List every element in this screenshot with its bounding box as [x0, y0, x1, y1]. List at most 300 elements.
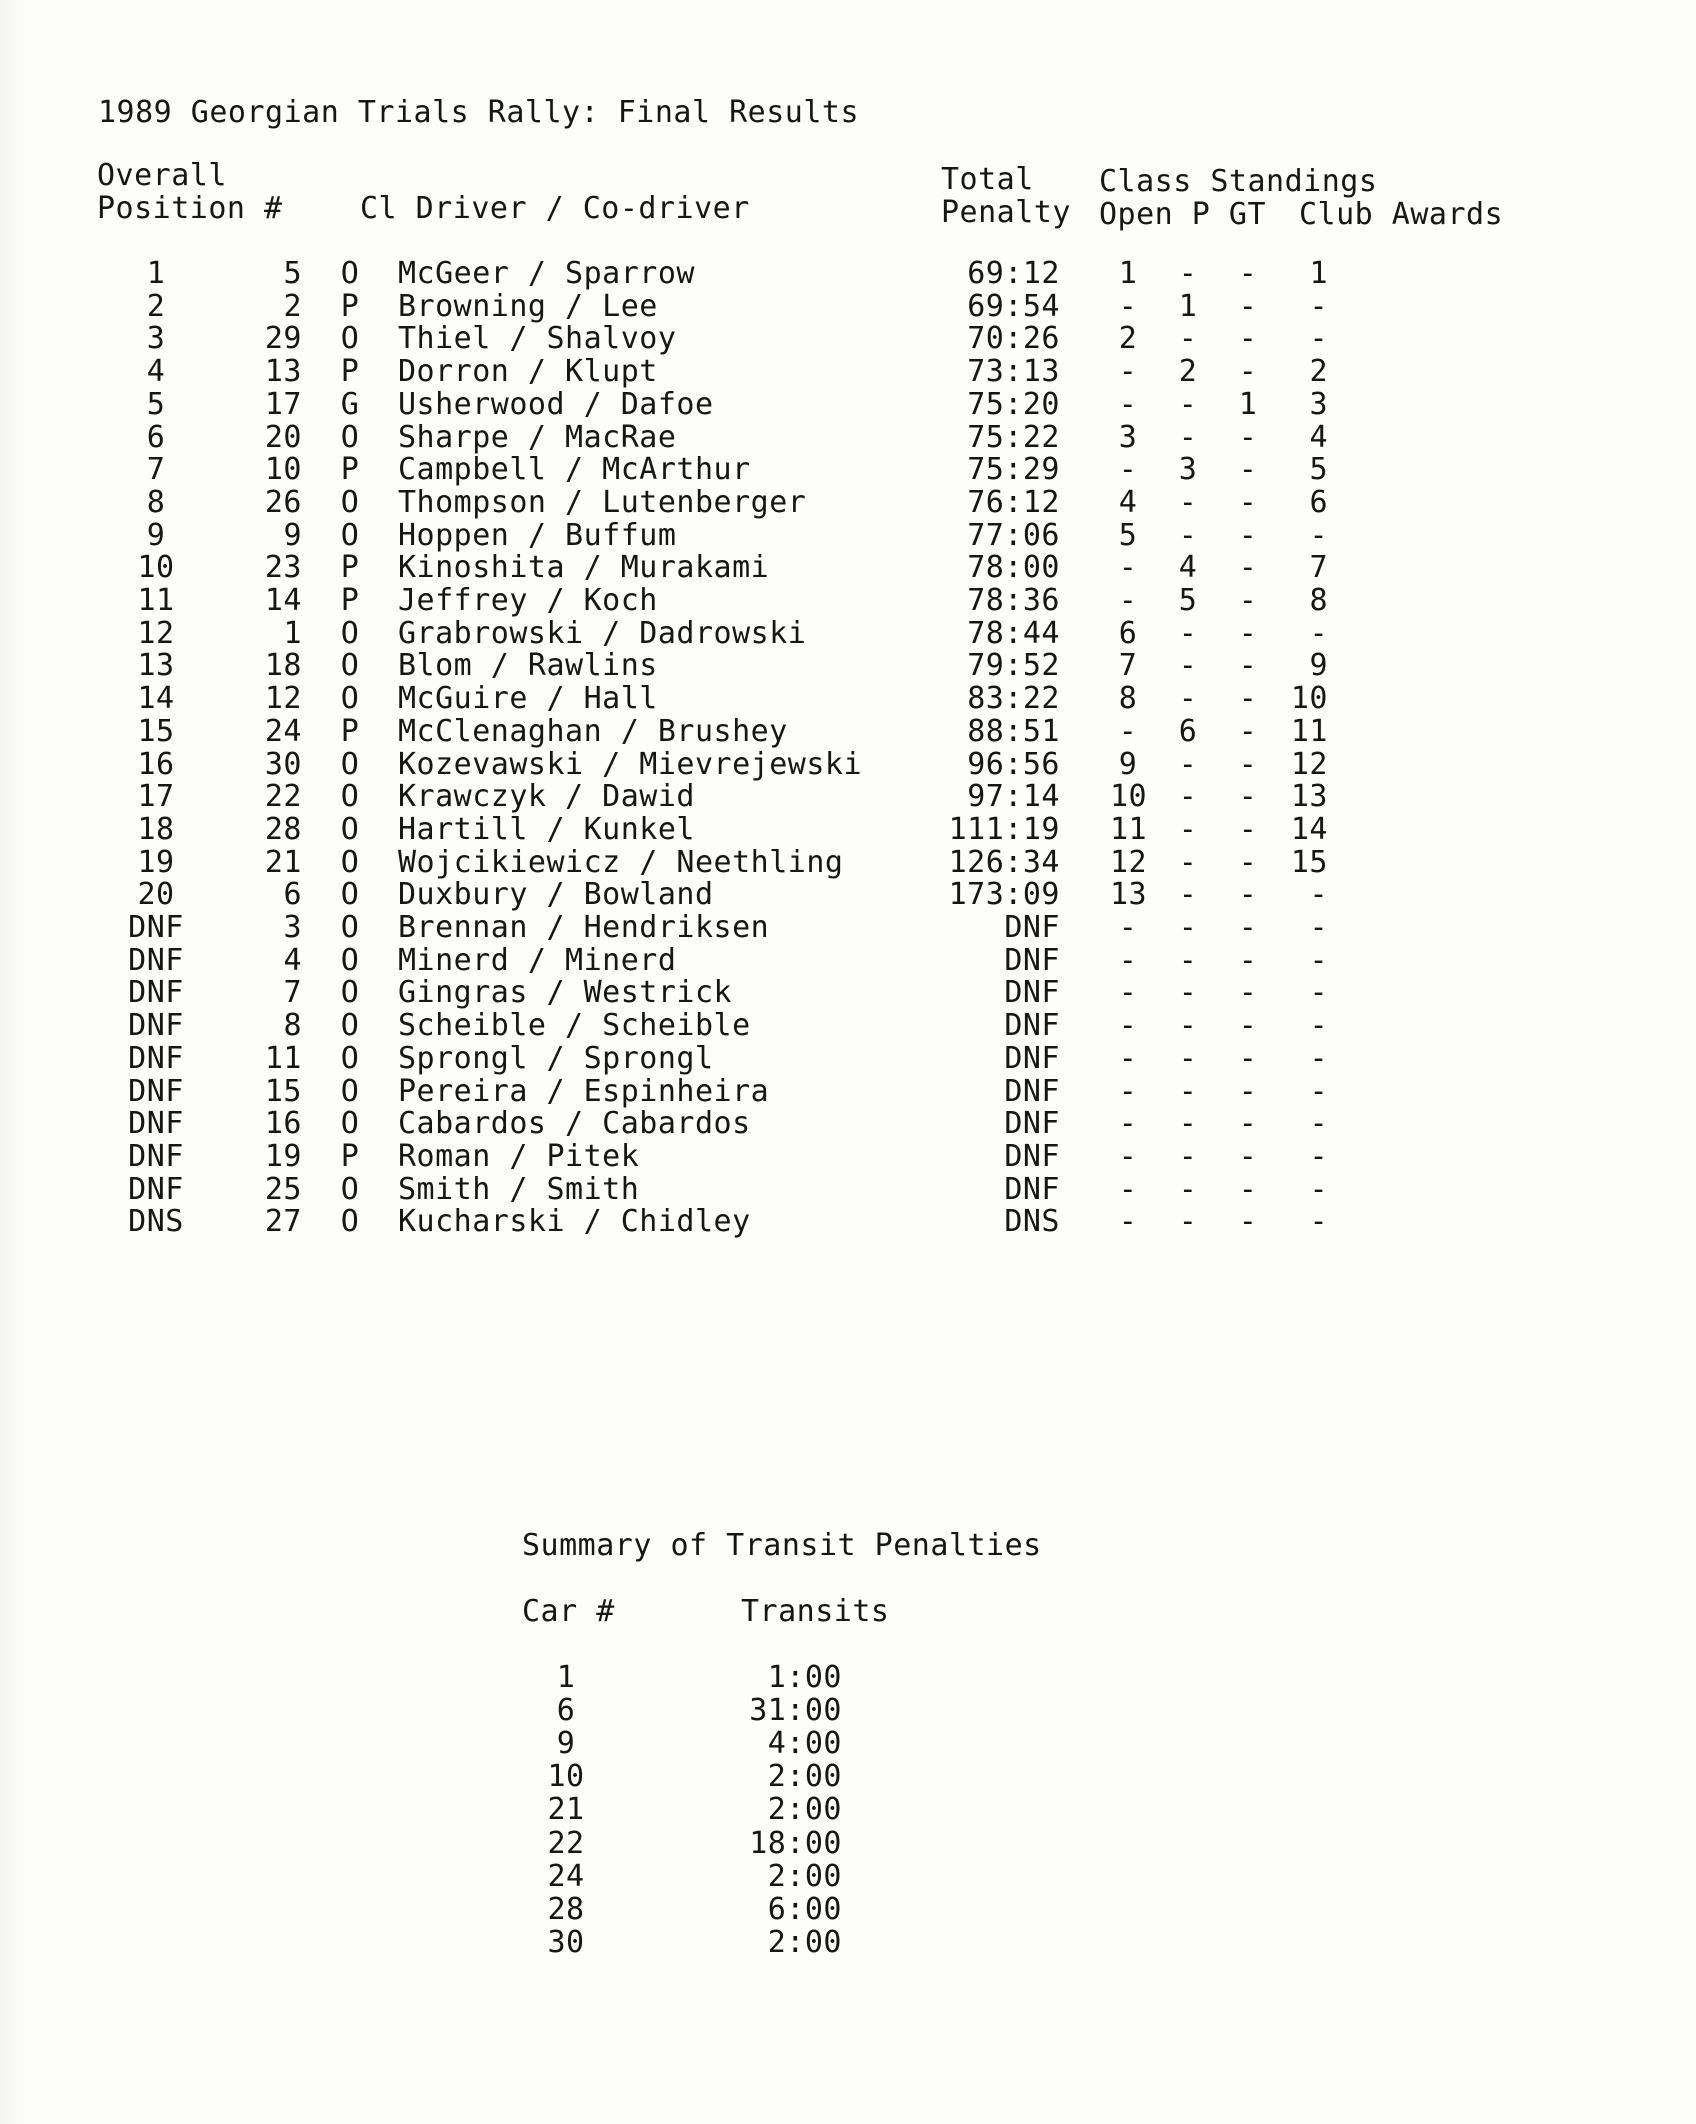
gt-standing-cell: - [1238, 1106, 1258, 1141]
summary-car-cell: 28 [547, 1892, 585, 1927]
position-cell: 8 [146, 485, 166, 520]
open-standing-cell: - [1118, 910, 1138, 945]
car-number-cell: 28 [264, 812, 302, 847]
penalty-cell: DNF [1004, 1041, 1060, 1076]
class-cell: O [340, 1074, 360, 1109]
gt-standing-cell: - [1238, 648, 1258, 683]
open-standing-cell: - [1118, 975, 1138, 1010]
car-number-cell: 6 [283, 877, 302, 912]
table-row [0, 552, 1696, 585]
summary-car-cell: 22 [547, 1826, 585, 1861]
table-row [0, 781, 1696, 814]
penalty-cell: 78:00 [967, 550, 1060, 585]
summary-car-cell: 10 [547, 1759, 585, 1794]
driver-cell: Scheible / Scheible [398, 1008, 751, 1043]
gt-standing-cell: - [1238, 1139, 1258, 1174]
car-number-cell: 17 [264, 387, 302, 422]
table-row [0, 1141, 1696, 1174]
penalty-cell: 111:19 [948, 812, 1060, 847]
open-standing-cell: - [1118, 583, 1138, 618]
driver-cell: Gingras / Westrick [398, 975, 733, 1010]
position-cell: 15 [137, 714, 175, 749]
position-cell: 3 [146, 321, 166, 356]
open-standing-cell: 12 [1110, 845, 1148, 880]
position-cell: 16 [137, 747, 175, 782]
driver-cell: Sharpe / MacRae [398, 420, 677, 455]
open-standing-cell: - [1118, 1074, 1138, 1109]
club-award-cell: - [1309, 910, 1328, 945]
gt-standing-cell: - [1238, 1204, 1258, 1239]
p-standing-cell: - [1178, 1106, 1198, 1141]
summary-header-car: Car # [522, 1594, 615, 1629]
summary-car-cell: 24 [547, 1859, 585, 1894]
class-cell: O [340, 321, 360, 356]
club-award-cell: 9 [1309, 648, 1328, 683]
open-standing-cell: - [1118, 943, 1138, 978]
table-row [0, 487, 1696, 520]
class-cell: O [340, 648, 360, 683]
penalty-cell: DNF [1004, 943, 1060, 978]
car-number-cell: 5 [283, 256, 302, 291]
open-standing-cell: - [1118, 1106, 1138, 1141]
club-award-cell: 1 [1309, 256, 1328, 291]
club-award-cell: - [1309, 616, 1328, 651]
position-cell: 7 [146, 452, 166, 487]
position-cell: DNF [128, 1139, 184, 1174]
header-total: Total [941, 162, 1034, 197]
driver-cell: Campbell / McArthur [398, 452, 751, 487]
driver-cell: Brennan / Hendriksen [398, 910, 770, 945]
penalty-cell: 73:13 [967, 354, 1060, 389]
driver-cell: Blom / Rawlins [398, 648, 658, 683]
car-number-cell: 23 [264, 550, 302, 585]
table-row [0, 323, 1696, 356]
gt-standing-cell: - [1238, 943, 1258, 978]
class-cell: O [340, 485, 360, 520]
driver-cell: Thiel / Shalvoy [398, 321, 677, 356]
p-standing-cell: - [1178, 1139, 1198, 1174]
p-standing-cell: 6 [1178, 714, 1198, 749]
car-number-cell: 14 [264, 583, 302, 618]
p-standing-cell: - [1178, 321, 1198, 356]
class-cell: O [340, 1041, 360, 1076]
position-cell: 10 [137, 550, 175, 585]
class-cell: O [340, 845, 360, 880]
table-row [0, 716, 1696, 749]
gt-standing-cell: - [1238, 256, 1258, 291]
penalty-cell: 83:22 [967, 681, 1060, 716]
class-cell: O [340, 1106, 360, 1141]
summary-row [0, 1792, 842, 1827]
table-row [0, 356, 1696, 389]
gt-standing-cell: - [1238, 1074, 1258, 1109]
gt-standing-cell: - [1238, 747, 1258, 782]
p-standing-cell: - [1178, 387, 1198, 422]
open-standing-cell: - [1118, 1204, 1138, 1239]
p-standing-cell: - [1178, 943, 1198, 978]
class-cell: G [340, 387, 360, 422]
table-row [0, 847, 1696, 880]
penalty-cell: 75:22 [967, 420, 1060, 455]
penalty-cell: 78:36 [967, 583, 1060, 618]
driver-cell: Cabardos / Cabardos [398, 1106, 751, 1141]
club-award-cell: - [1309, 1041, 1328, 1076]
summary-row [0, 1859, 842, 1894]
class-cell: P [340, 1139, 360, 1174]
car-number-cell: 15 [264, 1074, 302, 1109]
car-number-cell: 26 [264, 485, 302, 520]
class-cell: P [340, 452, 360, 487]
penalty-cell: DNF [1004, 1106, 1060, 1141]
club-award-cell: - [1309, 877, 1328, 912]
header-open-p-gt: Open P GT [1099, 197, 1267, 232]
p-standing-cell: - [1178, 812, 1198, 847]
penalty-cell: DNF [1004, 1139, 1060, 1174]
class-cell: O [340, 910, 360, 945]
class-cell: P [340, 354, 360, 389]
summary-car-cell: 9 [556, 1726, 576, 1761]
driver-cell: Wojcikiewicz / Neethling [398, 845, 844, 880]
table-row [0, 650, 1696, 683]
club-award-cell: - [1309, 1139, 1328, 1174]
gt-standing-cell: - [1238, 485, 1258, 520]
p-standing-cell: - [1178, 1074, 1198, 1109]
car-number-cell: 13 [264, 354, 302, 389]
position-cell: DNF [128, 975, 184, 1010]
gt-standing-cell: - [1238, 910, 1258, 945]
club-award-cell: - [1309, 321, 1328, 356]
gt-standing-cell: - [1238, 975, 1258, 1010]
position-cell: 14 [137, 681, 175, 716]
position-cell: DNF [128, 1106, 184, 1141]
summary-header-transits: Transits [741, 1594, 890, 1629]
driver-cell: Grabrowski / Dadrowski [398, 616, 807, 651]
summary-transits-cell: 4:00 [767, 1726, 842, 1761]
driver-cell: Kucharski / Chidley [398, 1204, 751, 1239]
summary-transits-cell: 18:00 [749, 1826, 842, 1861]
gt-standing-cell: - [1238, 289, 1258, 324]
club-award-cell: 8 [1309, 583, 1328, 618]
class-cell: O [340, 1172, 360, 1207]
p-standing-cell: - [1178, 420, 1198, 455]
gt-standing-cell: - [1238, 1041, 1258, 1076]
summary-transits-cell: 1:00 [767, 1660, 842, 1695]
club-award-cell: 12 [1290, 747, 1328, 782]
class-cell: P [340, 550, 360, 585]
penalty-cell: 173:09 [948, 877, 1060, 912]
header-penalty: Penalty [941, 195, 1071, 230]
car-number-cell: 19 [264, 1139, 302, 1174]
club-award-cell: - [1309, 1106, 1328, 1141]
class-cell: O [340, 779, 360, 814]
p-standing-cell: - [1178, 975, 1198, 1010]
gt-standing-cell: - [1238, 452, 1258, 487]
p-standing-cell: - [1178, 648, 1198, 683]
p-standing-cell: - [1178, 518, 1198, 553]
open-standing-cell: 13 [1110, 877, 1148, 912]
table-row [0, 258, 1696, 291]
open-standing-cell: 7 [1118, 648, 1138, 683]
position-cell: 9 [146, 518, 166, 553]
class-cell: P [340, 289, 360, 324]
position-cell: 6 [146, 420, 166, 455]
position-cell: 2 [146, 289, 166, 324]
open-standing-cell: - [1118, 289, 1138, 324]
p-standing-cell: - [1178, 1172, 1198, 1207]
header-club-awards: Club Awards [1299, 197, 1504, 232]
position-cell: DNF [128, 910, 184, 945]
p-standing-cell: 3 [1178, 452, 1198, 487]
driver-cell: Browning / Lee [398, 289, 658, 324]
class-cell: O [340, 420, 360, 455]
gt-standing-cell: - [1238, 845, 1258, 880]
car-number-cell: 3 [283, 910, 302, 945]
gt-standing-cell: - [1238, 812, 1258, 847]
summary-row [0, 1693, 842, 1728]
gt-standing-cell: - [1238, 681, 1258, 716]
club-award-cell: 6 [1309, 485, 1328, 520]
club-award-cell: 4 [1309, 420, 1328, 455]
driver-cell: Smith / Smith [398, 1172, 640, 1207]
summary-car-cell: 30 [547, 1925, 585, 1960]
summary-row [0, 1726, 842, 1761]
car-number-cell: 22 [264, 779, 302, 814]
header-overall: Overall [97, 158, 227, 193]
gt-standing-cell: - [1238, 1172, 1258, 1207]
p-standing-cell: - [1178, 485, 1198, 520]
gt-standing-cell: - [1238, 877, 1258, 912]
penalty-cell: DNF [1004, 975, 1060, 1010]
table-row [0, 1010, 1696, 1043]
driver-cell: Hartill / Kunkel [398, 812, 695, 847]
p-standing-cell: - [1178, 616, 1198, 651]
driver-cell: Pereira / Espinheira [398, 1074, 770, 1109]
position-cell: 18 [137, 812, 175, 847]
table-row [0, 1108, 1696, 1141]
gt-standing-cell: - [1238, 518, 1258, 553]
class-cell: O [340, 1204, 360, 1239]
club-award-cell: - [1309, 1172, 1328, 1207]
summary-row [0, 1660, 842, 1695]
class-cell: O [340, 877, 360, 912]
club-award-cell: 13 [1290, 779, 1328, 814]
car-number-cell: 9 [283, 518, 302, 553]
position-cell: 1 [146, 256, 166, 291]
class-cell: P [340, 583, 360, 618]
open-standing-cell: 11 [1110, 812, 1148, 847]
penalty-cell: 75:20 [967, 387, 1060, 422]
driver-cell: Sprongl / Sprongl [398, 1041, 714, 1076]
p-standing-cell: - [1178, 910, 1198, 945]
driver-cell: Krawczyk / Dawid [398, 779, 695, 814]
position-cell: DNF [128, 1172, 184, 1207]
open-standing-cell: 2 [1118, 321, 1138, 356]
p-standing-cell: - [1178, 877, 1198, 912]
driver-cell: Thompson / Lutenberger [398, 485, 807, 520]
open-standing-cell: - [1118, 1139, 1138, 1174]
table-row [0, 422, 1696, 455]
car-number-cell: 11 [264, 1041, 302, 1076]
p-standing-cell: - [1178, 256, 1198, 291]
position-cell: 4 [146, 354, 166, 389]
open-standing-cell: 1 [1118, 256, 1138, 291]
driver-cell: Hoppen / Buffum [398, 518, 677, 553]
p-standing-cell: - [1178, 845, 1198, 880]
car-number-cell: 8 [283, 1008, 302, 1043]
position-cell: 13 [137, 648, 175, 683]
penalty-cell: DNF [1004, 1172, 1060, 1207]
table-row [0, 912, 1696, 945]
car-number-cell: 21 [264, 845, 302, 880]
car-number-cell: 25 [264, 1172, 302, 1207]
position-cell: 5 [146, 387, 166, 422]
club-award-cell: - [1309, 943, 1328, 978]
gt-standing-cell: - [1238, 583, 1258, 618]
p-standing-cell: 4 [1178, 550, 1198, 585]
summary-row [0, 1826, 842, 1861]
gt-standing-cell: - [1238, 420, 1258, 455]
penalty-cell: 79:52 [967, 648, 1060, 683]
summary-title: Summary of Transit Penalties [522, 1528, 1042, 1563]
club-award-cell: - [1309, 289, 1328, 324]
header-position: Position # [97, 191, 283, 226]
class-cell: O [340, 975, 360, 1010]
penalty-cell: DNF [1004, 1074, 1060, 1109]
class-cell: O [340, 681, 360, 716]
table-row [0, 814, 1696, 847]
gt-standing-cell: - [1238, 550, 1258, 585]
position-cell: DNS [128, 1204, 184, 1239]
penalty-cell: 69:54 [967, 289, 1060, 324]
class-cell: O [340, 616, 360, 651]
header-class-standings: Class Standings [1099, 164, 1378, 199]
car-number-cell: 12 [264, 681, 302, 716]
position-cell: DNF [128, 1008, 184, 1043]
club-award-cell: - [1309, 975, 1328, 1010]
position-cell: DNF [128, 943, 184, 978]
open-standing-cell: 6 [1118, 616, 1138, 651]
driver-cell: Usherwood / Dafoe [398, 387, 714, 422]
header-cl-driver: Cl Driver / Co-driver [360, 191, 750, 226]
class-cell: O [340, 747, 360, 782]
driver-cell: Minerd / Minerd [398, 943, 677, 978]
table-row [0, 1174, 1696, 1207]
car-number-cell: 29 [264, 321, 302, 356]
club-award-cell: 5 [1309, 452, 1328, 487]
position-cell: 20 [137, 877, 175, 912]
page-title: 1989 Georgian Trials Rally: Final Results [98, 95, 860, 130]
penalty-cell: 69:12 [967, 256, 1060, 291]
class-cell: O [340, 812, 360, 847]
driver-cell: McClenaghan / Brushey [398, 714, 788, 749]
penalty-cell: DNF [1004, 1008, 1060, 1043]
p-standing-cell: - [1178, 1008, 1198, 1043]
club-award-cell: - [1309, 1074, 1328, 1109]
position-cell: 12 [137, 616, 175, 651]
car-number-cell: 24 [264, 714, 302, 749]
position-cell: DNF [128, 1041, 184, 1076]
club-award-cell: 14 [1290, 812, 1328, 847]
class-cell: O [340, 256, 360, 291]
class-cell: O [340, 943, 360, 978]
car-number-cell: 7 [283, 975, 302, 1010]
gt-standing-cell: - [1238, 1008, 1258, 1043]
open-standing-cell: - [1118, 1172, 1138, 1207]
p-standing-cell: 5 [1178, 583, 1198, 618]
p-standing-cell: 2 [1178, 354, 1198, 389]
gt-standing-cell: - [1238, 714, 1258, 749]
penalty-cell: 77:06 [967, 518, 1060, 553]
open-standing-cell: - [1118, 354, 1138, 389]
gt-standing-cell: 1 [1238, 387, 1258, 422]
car-number-cell: 20 [264, 420, 302, 455]
open-standing-cell: 8 [1118, 681, 1138, 716]
club-award-cell: - [1309, 518, 1328, 553]
penalty-cell: 70:26 [967, 321, 1060, 356]
club-award-cell: - [1309, 1204, 1328, 1239]
penalty-cell: 88:51 [967, 714, 1060, 749]
gt-standing-cell: - [1238, 354, 1258, 389]
class-cell: O [340, 1008, 360, 1043]
driver-cell: Kinoshita / Murakami [398, 550, 770, 585]
penalty-cell: DNS [1004, 1204, 1060, 1239]
open-standing-cell: - [1118, 387, 1138, 422]
car-number-cell: 4 [283, 943, 302, 978]
driver-cell: McGeer / Sparrow [398, 256, 695, 291]
penalty-cell: 96:56 [967, 747, 1060, 782]
class-cell: O [340, 518, 360, 553]
position-cell: DNF [128, 1074, 184, 1109]
open-standing-cell: 3 [1118, 420, 1138, 455]
table-row [0, 585, 1696, 618]
gt-standing-cell: - [1238, 616, 1258, 651]
summary-row [0, 1892, 842, 1927]
position-cell: 17 [137, 779, 175, 814]
open-standing-cell: 5 [1118, 518, 1138, 553]
summary-transits-cell: 31:00 [749, 1693, 842, 1728]
driver-cell: Jeffrey / Koch [398, 583, 658, 618]
club-award-cell: 2 [1309, 354, 1328, 389]
class-cell: P [340, 714, 360, 749]
summary-car-cell: 21 [547, 1792, 585, 1827]
table-row [0, 945, 1696, 978]
summary-transits-cell: 2:00 [767, 1792, 842, 1827]
table-row [0, 1076, 1696, 1109]
p-standing-cell: 1 [1178, 289, 1198, 324]
summary-car-cell: 1 [556, 1660, 576, 1695]
car-number-cell: 1 [283, 616, 302, 651]
p-standing-cell: - [1178, 1204, 1198, 1239]
table-row [0, 618, 1696, 651]
table-row [0, 879, 1696, 912]
open-standing-cell: - [1118, 1041, 1138, 1076]
p-standing-cell: - [1178, 1041, 1198, 1076]
club-award-cell: 11 [1290, 714, 1328, 749]
summary-car-cell: 6 [556, 1693, 576, 1728]
club-award-cell: 7 [1309, 550, 1328, 585]
summary-transits-cell: 6:00 [767, 1892, 842, 1927]
p-standing-cell: - [1178, 747, 1198, 782]
summary-row [0, 1759, 842, 1794]
open-standing-cell: - [1118, 452, 1138, 487]
club-award-cell: 15 [1290, 845, 1328, 880]
position-cell: 19 [137, 845, 175, 880]
summary-transits-cell: 2:00 [767, 1859, 842, 1894]
club-award-cell: - [1309, 1008, 1328, 1043]
open-standing-cell: 4 [1118, 485, 1138, 520]
table-row [0, 977, 1696, 1010]
club-award-cell: 10 [1290, 681, 1328, 716]
